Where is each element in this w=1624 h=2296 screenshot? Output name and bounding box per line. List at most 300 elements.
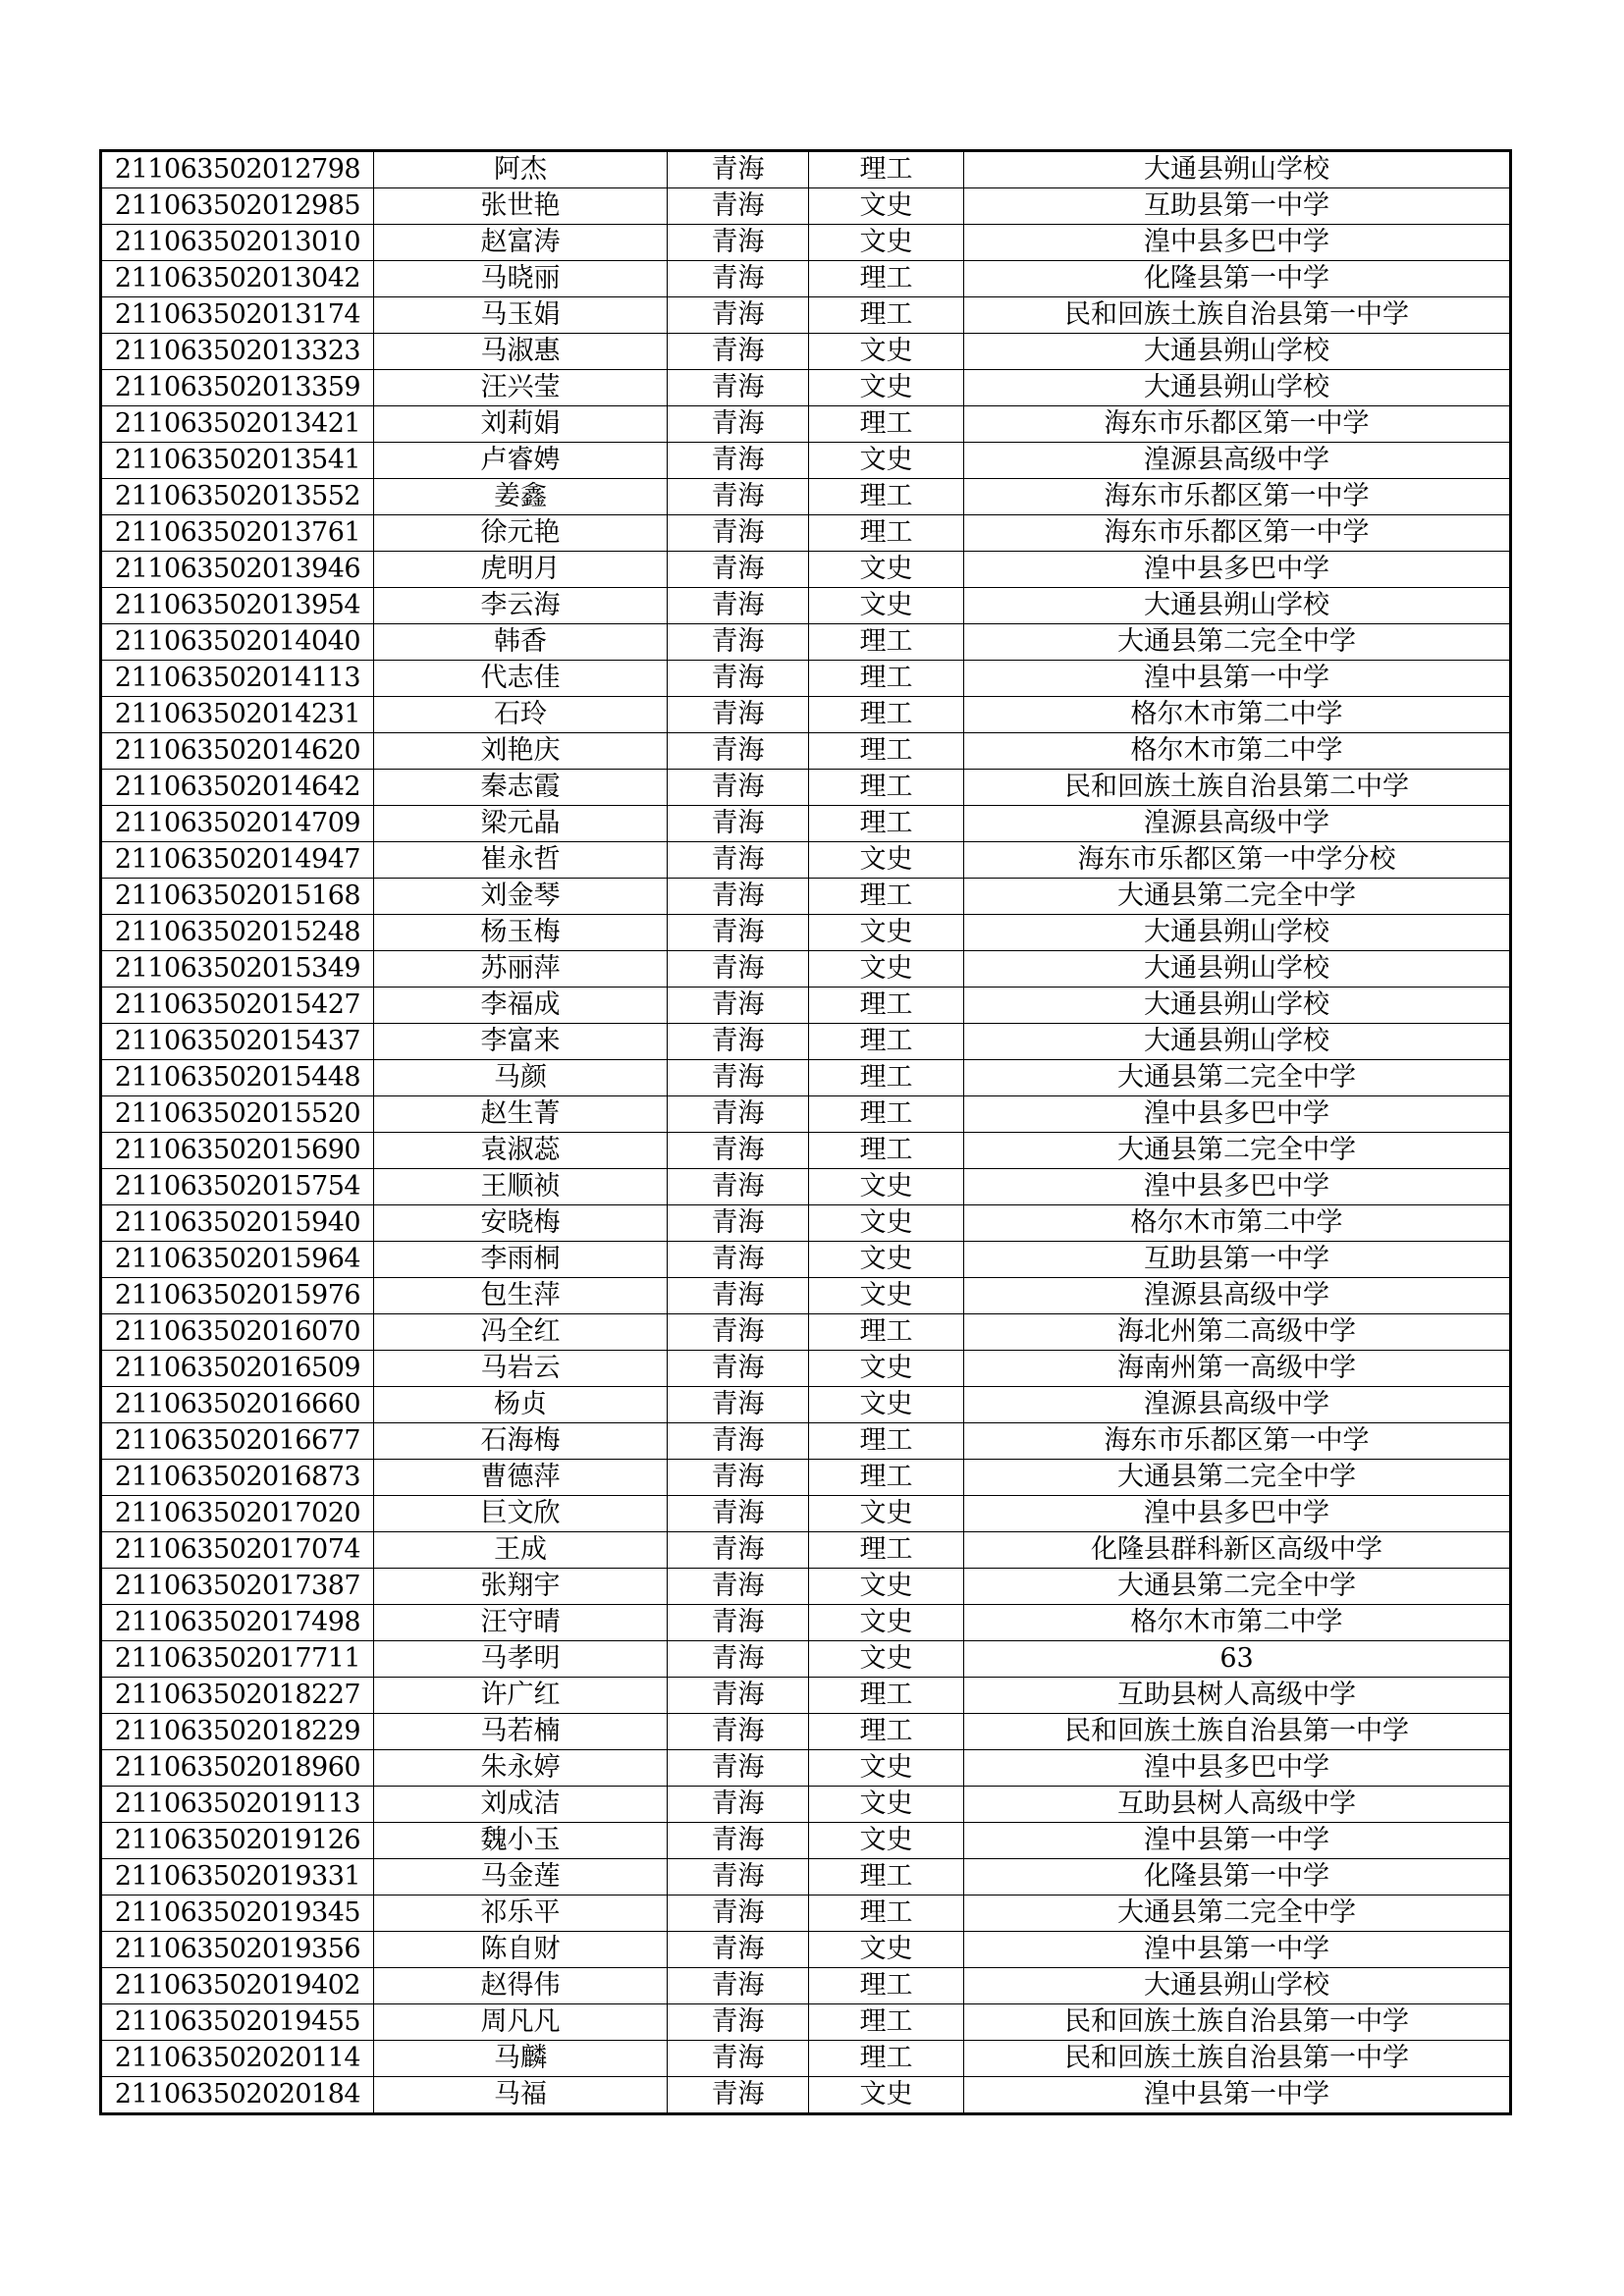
school-cell: 大通县朔山学校 [964, 334, 1511, 370]
province-cell: 青海 [668, 951, 809, 988]
table-row [101, 988, 1511, 1024]
student-name-cell: 代志佳 [374, 661, 668, 697]
table-row [101, 842, 1511, 879]
category-cell: 文史 [809, 842, 964, 879]
province-cell: 青海 [668, 151, 809, 188]
school-cell: 海东市乐都区第一中学 [964, 406, 1511, 443]
student-name-cell: 马岩云 [374, 1351, 668, 1387]
category-cell: 理工 [809, 1024, 964, 1060]
category-cell: 文史 [809, 951, 964, 988]
province-cell: 青海 [668, 1460, 809, 1496]
province-cell: 青海 [668, 806, 809, 842]
student-id-cell: 211063502018229 [101, 1714, 374, 1750]
school-cell: 湟中县多巴中学 [964, 225, 1511, 261]
province-cell: 青海 [668, 988, 809, 1024]
table-row [101, 1351, 1511, 1387]
school-cell: 湟中县多巴中学 [964, 552, 1511, 588]
student-id-cell: 211063502015520 [101, 1096, 374, 1133]
school-cell: 湟中县多巴中学 [964, 1096, 1511, 1133]
table-row [101, 1605, 1511, 1641]
student-id-cell: 211063502013174 [101, 297, 374, 334]
province-cell: 青海 [668, 770, 809, 806]
category-cell: 理工 [809, 1678, 964, 1714]
province-cell: 青海 [668, 479, 809, 515]
school-cell: 大通县朔山学校 [964, 151, 1511, 188]
category-cell: 理工 [809, 261, 964, 297]
school-cell: 湟中县第一中学 [964, 1932, 1511, 1968]
school-cell: 大通县第二完全中学 [964, 1569, 1511, 1605]
student-name-cell: 马淑惠 [374, 334, 668, 370]
student-name-cell: 梁元晶 [374, 806, 668, 842]
category-cell: 理工 [809, 406, 964, 443]
table-row [101, 225, 1511, 261]
category-cell: 文史 [809, 1496, 964, 1532]
school-cell: 海东市乐都区第一中学 [964, 479, 1511, 515]
student-id-cell: 211063502014947 [101, 842, 374, 879]
student-name-cell: 杨贞 [374, 1387, 668, 1423]
student-id-cell: 211063502013552 [101, 479, 374, 515]
category-cell: 理工 [809, 2041, 964, 2077]
category-cell: 理工 [809, 1060, 964, 1096]
student-name-cell: 刘艳庆 [374, 733, 668, 770]
student-id-cell: 211063502019345 [101, 1896, 374, 1932]
category-cell: 理工 [809, 624, 964, 661]
table-row [101, 443, 1511, 479]
school-cell: 湟源县高级中学 [964, 1278, 1511, 1314]
table-row [101, 1423, 1511, 1460]
school-cell: 海南州第一高级中学 [964, 1351, 1511, 1387]
student-id-cell: 211063502013761 [101, 515, 374, 552]
student-name-cell: 包生萍 [374, 1278, 668, 1314]
school-cell: 湟中县第一中学 [964, 661, 1511, 697]
category-cell: 理工 [809, 1423, 964, 1460]
school-cell: 化隆县第一中学 [964, 1859, 1511, 1896]
student-id-cell: 211063502017387 [101, 1569, 374, 1605]
category-cell: 文史 [809, 1932, 964, 1968]
table-row [101, 951, 1511, 988]
category-cell: 理工 [809, 2004, 964, 2041]
category-cell: 文史 [809, 552, 964, 588]
student-id-cell: 211063502013042 [101, 261, 374, 297]
category-cell: 理工 [809, 1532, 964, 1569]
province-cell: 青海 [668, 1314, 809, 1351]
table-row [101, 552, 1511, 588]
student-name-cell: 周凡凡 [374, 2004, 668, 2041]
student-name-cell: 崔永哲 [374, 842, 668, 879]
student-id-cell: 211063502020184 [101, 2077, 374, 2114]
table-row [101, 1714, 1511, 1750]
student-name-cell: 卢睿娉 [374, 443, 668, 479]
table-row [101, 1859, 1511, 1896]
student-id-cell: 211063502019455 [101, 2004, 374, 2041]
student-name-cell: 刘成洁 [374, 1787, 668, 1823]
province-cell: 青海 [668, 1423, 809, 1460]
category-cell: 理工 [809, 1714, 964, 1750]
table-row [101, 1968, 1511, 2004]
student-id-cell: 211063502016070 [101, 1314, 374, 1351]
student-name-cell: 安晓梅 [374, 1205, 668, 1242]
table-row [101, 1569, 1511, 1605]
school-cell: 互助县第一中学 [964, 188, 1511, 225]
school-cell: 格尔木市第二中学 [964, 697, 1511, 733]
student-name-cell: 马麟 [374, 2041, 668, 2077]
table-row [101, 1096, 1511, 1133]
school-cell: 互助县第一中学 [964, 1242, 1511, 1278]
school-cell: 民和回族土族自治县第一中学 [964, 297, 1511, 334]
student-id-cell: 211063502013421 [101, 406, 374, 443]
province-cell: 青海 [668, 334, 809, 370]
school-cell: 大通县第二完全中学 [964, 879, 1511, 915]
school-cell: 化隆县群科新区高级中学 [964, 1532, 1511, 1569]
province-cell: 青海 [668, 1532, 809, 1569]
student-id-cell: 211063502012798 [101, 151, 374, 188]
school-cell: 互助县树人高级中学 [964, 1787, 1511, 1823]
table-row [101, 915, 1511, 951]
table-row [101, 1641, 1511, 1678]
province-cell: 青海 [668, 1024, 809, 1060]
student-name-cell: 刘莉娟 [374, 406, 668, 443]
student-id-cell: 211063502015427 [101, 988, 374, 1024]
table-row [101, 479, 1511, 515]
student-id-cell: 211063502013946 [101, 552, 374, 588]
student-name-cell: 祁乐平 [374, 1896, 668, 1932]
table-row [101, 406, 1511, 443]
student-name-cell: 曹德萍 [374, 1460, 668, 1496]
student-name-cell: 李富来 [374, 1024, 668, 1060]
student-name-cell: 赵得伟 [374, 1968, 668, 2004]
student-id-cell: 211063502017020 [101, 1496, 374, 1532]
student-id-cell: 211063502015448 [101, 1060, 374, 1096]
school-cell: 大通县朔山学校 [964, 915, 1511, 951]
student-id-cell: 211063502014642 [101, 770, 374, 806]
category-cell: 理工 [809, 297, 964, 334]
category-cell: 理工 [809, 988, 964, 1024]
category-cell: 理工 [809, 879, 964, 915]
province-cell: 青海 [668, 261, 809, 297]
student-id-cell: 211063502019113 [101, 1787, 374, 1823]
school-cell: 湟中县第一中学 [964, 2077, 1511, 2114]
table-row [101, 370, 1511, 406]
table-row [101, 334, 1511, 370]
table-row [101, 770, 1511, 806]
table-body [101, 151, 1511, 2114]
province-cell: 青海 [668, 1605, 809, 1641]
category-cell: 文史 [809, 2077, 964, 2114]
student-name-cell: 韩香 [374, 624, 668, 661]
table-row [101, 1314, 1511, 1351]
student-name-cell: 魏小玉 [374, 1823, 668, 1859]
province-cell: 青海 [668, 879, 809, 915]
category-cell: 理工 [809, 1460, 964, 1496]
province-cell: 青海 [668, 1750, 809, 1787]
province-cell: 青海 [668, 1569, 809, 1605]
student-name-cell: 马若楠 [374, 1714, 668, 1750]
student-name-cell: 徐元艳 [374, 515, 668, 552]
student-name-cell: 姜鑫 [374, 479, 668, 515]
province-cell: 青海 [668, 406, 809, 443]
province-cell: 青海 [668, 1714, 809, 1750]
school-cell: 互助县树人高级中学 [964, 1678, 1511, 1714]
student-name-cell: 马福 [374, 2077, 668, 2114]
table-row [101, 1060, 1511, 1096]
school-cell: 化隆县第一中学 [964, 261, 1511, 297]
province-cell: 青海 [668, 370, 809, 406]
student-id-cell: 211063502018227 [101, 1678, 374, 1714]
category-cell: 文史 [809, 188, 964, 225]
table-row [101, 515, 1511, 552]
province-cell: 青海 [668, 188, 809, 225]
student-name-cell: 赵生菁 [374, 1096, 668, 1133]
category-cell: 理工 [809, 1859, 964, 1896]
student-id-cell: 211063502014113 [101, 661, 374, 697]
school-cell: 格尔木市第二中学 [964, 733, 1511, 770]
table-row [101, 661, 1511, 697]
student-name-cell: 袁淑蕊 [374, 1133, 668, 1169]
category-cell: 文史 [809, 1351, 964, 1387]
student-name-cell: 石玲 [374, 697, 668, 733]
student-name-cell: 王顺祯 [374, 1169, 668, 1205]
student-id-cell: 211063502015349 [101, 951, 374, 988]
student-id-cell: 211063502013010 [101, 225, 374, 261]
student-name-cell: 汪守晴 [374, 1605, 668, 1641]
category-cell: 文史 [809, 370, 964, 406]
student-id-cell: 211063502014040 [101, 624, 374, 661]
table-row [101, 1787, 1511, 1823]
category-cell: 文史 [809, 443, 964, 479]
school-cell: 湟源县高级中学 [964, 1387, 1511, 1423]
province-cell: 青海 [668, 1896, 809, 1932]
category-cell: 文史 [809, 225, 964, 261]
student-name-cell: 冯全红 [374, 1314, 668, 1351]
student-id-cell: 211063502016509 [101, 1351, 374, 1387]
category-cell: 理工 [809, 1096, 964, 1133]
table-row [101, 879, 1511, 915]
province-cell: 青海 [668, 1351, 809, 1387]
student-name-cell: 朱永婷 [374, 1750, 668, 1787]
school-cell: 大通县朔山学校 [964, 988, 1511, 1024]
category-cell: 文史 [809, 1823, 964, 1859]
province-cell: 青海 [668, 2004, 809, 2041]
school-cell: 大通县朔山学校 [964, 1968, 1511, 2004]
table-row [101, 2004, 1511, 2041]
student-id-cell: 211063502019402 [101, 1968, 374, 2004]
student-id-cell: 211063502020114 [101, 2041, 374, 2077]
table-row [101, 588, 1511, 624]
province-cell: 青海 [668, 1096, 809, 1133]
province-cell: 青海 [668, 842, 809, 879]
province-cell: 青海 [668, 225, 809, 261]
table-row [101, 1169, 1511, 1205]
school-cell: 大通县第二完全中学 [964, 1133, 1511, 1169]
category-cell: 理工 [809, 1314, 964, 1351]
province-cell: 青海 [668, 1678, 809, 1714]
school-cell: 湟中县多巴中学 [964, 1496, 1511, 1532]
student-name-cell: 马颜 [374, 1060, 668, 1096]
category-cell: 理工 [809, 733, 964, 770]
province-cell: 青海 [668, 297, 809, 334]
student-id-cell: 211063502016873 [101, 1460, 374, 1496]
table-row [101, 1024, 1511, 1060]
student-name-cell: 李福成 [374, 988, 668, 1024]
student-name-cell: 张世艳 [374, 188, 668, 225]
school-cell: 海东市乐都区第一中学 [964, 1423, 1511, 1460]
student-name-cell: 李云海 [374, 588, 668, 624]
province-cell: 青海 [668, 1387, 809, 1423]
category-cell: 文史 [809, 1605, 964, 1641]
category-cell: 理工 [809, 1133, 964, 1169]
student-name-cell: 石海梅 [374, 1423, 668, 1460]
student-name-cell: 马金莲 [374, 1859, 668, 1896]
province-cell: 青海 [668, 515, 809, 552]
student-name-cell: 马晓丽 [374, 261, 668, 297]
student-name-cell: 马孝明 [374, 1641, 668, 1678]
school-cell: 湟源县高级中学 [964, 806, 1511, 842]
category-cell: 理工 [809, 770, 964, 806]
student-id-cell: 211063502014709 [101, 806, 374, 842]
province-cell: 青海 [668, 1242, 809, 1278]
table-row [101, 151, 1511, 188]
table-row [101, 261, 1511, 297]
category-cell: 理工 [809, 697, 964, 733]
school-cell: 大通县第二完全中学 [964, 1060, 1511, 1096]
student-id-cell: 211063502016660 [101, 1387, 374, 1423]
school-cell: 大通县朔山学校 [964, 1024, 1511, 1060]
student-id-cell: 211063502015754 [101, 1169, 374, 1205]
table-row [101, 1532, 1511, 1569]
table-row [101, 1932, 1511, 1968]
category-cell: 文史 [809, 588, 964, 624]
student-id-cell: 211063502017074 [101, 1532, 374, 1569]
category-cell: 文史 [809, 1569, 964, 1605]
school-cell: 民和回族土族自治县第一中学 [964, 1714, 1511, 1750]
student-id-cell: 211063502014231 [101, 697, 374, 733]
category-cell: 理工 [809, 1896, 964, 1932]
school-cell: 湟中县第一中学 [964, 1823, 1511, 1859]
category-cell: 文史 [809, 1242, 964, 1278]
school-cell: 大通县第二完全中学 [964, 1460, 1511, 1496]
school-cell: 民和回族土族自治县第二中学 [964, 770, 1511, 806]
category-cell: 理工 [809, 151, 964, 188]
school-cell: 大通县第二完全中学 [964, 1896, 1511, 1932]
school-cell: 大通县第二完全中学 [964, 624, 1511, 661]
student-id-cell: 211063502019331 [101, 1859, 374, 1896]
table-row [101, 806, 1511, 842]
student-id-cell: 211063502015940 [101, 1205, 374, 1242]
table-row [101, 733, 1511, 770]
student-name-cell: 巨文欣 [374, 1496, 668, 1532]
school-cell: 63 [964, 1641, 1511, 1678]
province-cell: 青海 [668, 2077, 809, 2114]
student-name-cell: 李雨桐 [374, 1242, 668, 1278]
table-row [101, 1460, 1511, 1496]
student-name-cell: 汪兴莹 [374, 370, 668, 406]
student-name-cell: 许广红 [374, 1678, 668, 1714]
table-row [101, 1205, 1511, 1242]
province-cell: 青海 [668, 1169, 809, 1205]
student-id-cell: 211063502015168 [101, 879, 374, 915]
school-cell: 海东市乐都区第一中学 [964, 515, 1511, 552]
student-name-cell: 王成 [374, 1532, 668, 1569]
student-name-cell: 杨玉梅 [374, 915, 668, 951]
province-cell: 青海 [668, 1932, 809, 1968]
student-list-table [99, 149, 1512, 2115]
province-cell: 青海 [668, 1641, 809, 1678]
student-id-cell: 211063502015690 [101, 1133, 374, 1169]
student-name-cell: 马玉娟 [374, 297, 668, 334]
student-name-cell: 虎明月 [374, 552, 668, 588]
school-cell: 湟中县多巴中学 [964, 1169, 1511, 1205]
province-cell: 青海 [668, 1278, 809, 1314]
student-name-cell: 秦志霞 [374, 770, 668, 806]
province-cell: 青海 [668, 552, 809, 588]
table-row [101, 1278, 1511, 1314]
school-cell: 格尔木市第二中学 [964, 1205, 1511, 1242]
category-cell: 文史 [809, 1641, 964, 1678]
province-cell: 青海 [668, 915, 809, 951]
category-cell: 理工 [809, 661, 964, 697]
table-row [101, 1133, 1511, 1169]
student-name-cell: 苏丽萍 [374, 951, 668, 988]
student-id-cell: 211063502013541 [101, 443, 374, 479]
table-row [101, 697, 1511, 733]
student-id-cell: 211063502013359 [101, 370, 374, 406]
table-row [101, 1750, 1511, 1787]
school-cell: 海北州第二高级中学 [964, 1314, 1511, 1351]
table-row [101, 1496, 1511, 1532]
table-row [101, 1823, 1511, 1859]
student-id-cell: 211063502017711 [101, 1641, 374, 1678]
student-id-cell: 211063502012985 [101, 188, 374, 225]
student-id-cell: 211063502013323 [101, 334, 374, 370]
province-cell: 青海 [668, 697, 809, 733]
province-cell: 青海 [668, 624, 809, 661]
category-cell: 理工 [809, 806, 964, 842]
province-cell: 青海 [668, 733, 809, 770]
student-id-cell: 211063502017498 [101, 1605, 374, 1641]
category-cell: 文史 [809, 1278, 964, 1314]
school-cell: 湟源县高级中学 [964, 443, 1511, 479]
province-cell: 青海 [668, 1060, 809, 1096]
category-cell: 文史 [809, 915, 964, 951]
school-cell: 大通县朔山学校 [964, 951, 1511, 988]
province-cell: 青海 [668, 1496, 809, 1532]
province-cell: 青海 [668, 443, 809, 479]
province-cell: 青海 [668, 588, 809, 624]
province-cell: 青海 [668, 1787, 809, 1823]
table-row [101, 2041, 1511, 2077]
student-name-cell: 阿杰 [374, 151, 668, 188]
category-cell: 文史 [809, 1205, 964, 1242]
category-cell: 文史 [809, 334, 964, 370]
table-row [101, 297, 1511, 334]
school-cell: 大通县朔山学校 [964, 370, 1511, 406]
school-cell: 民和回族土族自治县第一中学 [964, 2004, 1511, 2041]
student-id-cell: 211063502019356 [101, 1932, 374, 1968]
category-cell: 文史 [809, 1787, 964, 1823]
school-cell: 格尔木市第二中学 [964, 1605, 1511, 1641]
school-cell: 湟中县多巴中学 [964, 1750, 1511, 1787]
school-cell: 民和回族土族自治县第一中学 [964, 2041, 1511, 2077]
student-id-cell: 211063502016677 [101, 1423, 374, 1460]
student-id-cell: 211063502018960 [101, 1750, 374, 1787]
student-name-cell: 赵富涛 [374, 225, 668, 261]
table-row [101, 1896, 1511, 1932]
school-cell: 海东市乐都区第一中学分校 [964, 842, 1511, 879]
category-cell: 理工 [809, 479, 964, 515]
province-cell: 青海 [668, 1968, 809, 2004]
province-cell: 青海 [668, 1133, 809, 1169]
category-cell: 理工 [809, 515, 964, 552]
